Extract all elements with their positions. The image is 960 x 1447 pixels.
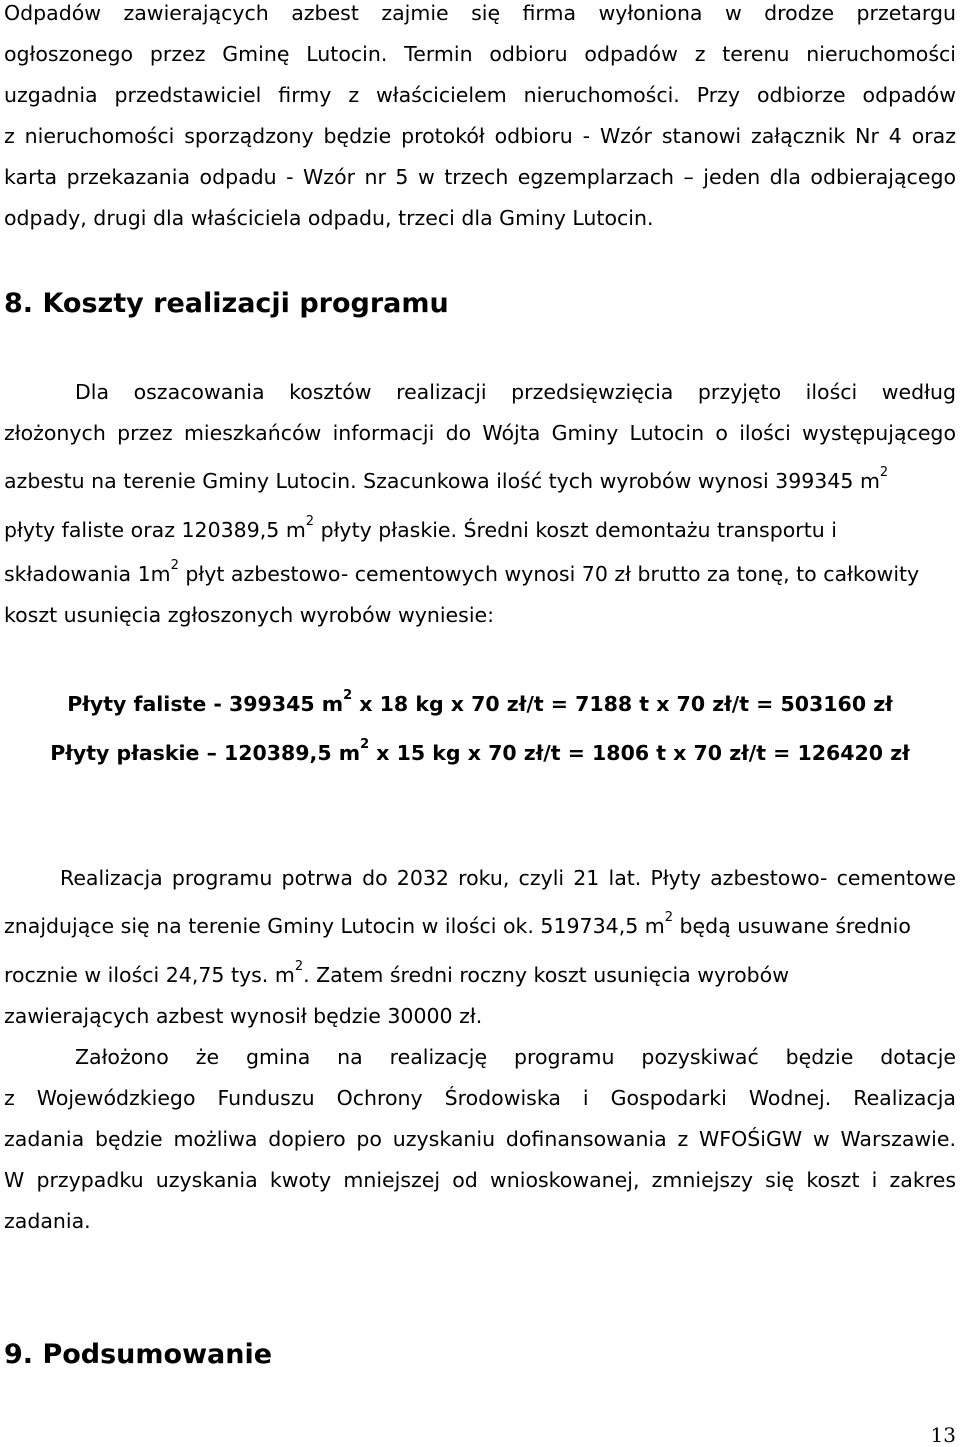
- calc-corrugated-b: x 18 kg x 70 zł/t = 7188 t x 70 zł/t = 503160 zł: [352, 692, 893, 716]
- superscript-2: 2: [879, 465, 889, 480]
- costs-paragraph-line-2: złożonych przez mieszkańców informacji do Wójta Gminy Lutocin o ilości występującego: [4, 421, 956, 445]
- funding-paragraph-line-2: z Wojewódzkiego Funduszu Ochrony Środowiska i Gospodarki Wodnej. Realizacja: [4, 1086, 956, 1110]
- costs-line-4-text-b: płyty płaskie. Średni koszt demontażu transportu i: [314, 518, 837, 542]
- page-number: 13: [930, 1423, 956, 1447]
- paragraph-1-line-4: z nieruchomości sporządzony będzie protokół odbioru - Wzór stanowi załącznik Nr 4 oraz: [4, 124, 956, 148]
- paragraph-1-line-2: ogłoszonego przez Gminę Lutocin. Termin odbioru odpadów z terenu nieruchomości: [4, 42, 956, 66]
- section-9-heading: 9. Podsumowanie: [4, 1339, 273, 1370]
- calc-flat-b: x 15 kg x 70 zł/t = 1806 t x 70 zł/t = 126420 zł: [369, 741, 910, 765]
- calc-line-corrugated: [4, 688, 956, 717]
- timeline-line-2-text-a: znajdujące się na terenie Gminy Lutocin w ilości ok. 519734,5 m: [4, 914, 665, 938]
- superscript-2: 2: [343, 688, 353, 703]
- superscript-2: 2: [305, 514, 315, 529]
- paragraph-1-line-1: Odpadów zawierających azbest zajmie się firma wyłoniona w drodze przetargu: [4, 1, 956, 25]
- costs-paragraph-line-3: [4, 465, 956, 494]
- superscript-2: 2: [170, 558, 179, 573]
- costs-line-3-text: azbestu na terenie Gminy Lutocin. Szacunkowa ilość tych wyrobów wynosi 399345 m: [4, 469, 880, 493]
- section-8-heading: 8. Koszty realizacji programu: [4, 288, 449, 319]
- calc-flat-a: Płyty płaskie – 120389,5 m: [50, 741, 361, 765]
- timeline-paragraph-line-4: zawierających azbest wynosił będzie 30000 zł.: [4, 1004, 483, 1028]
- timeline-line-3-text-a: rocznie w ilości 24,75 tys. m: [4, 963, 295, 987]
- costs-paragraph-line-4: [4, 514, 956, 543]
- funding-paragraph-line-5: zadania.: [4, 1209, 91, 1233]
- costs-paragraph-line-5: [4, 558, 956, 587]
- timeline-paragraph-line-1: Realizacja programu potrwa do 2032 roku, czyli 21 lat. Płyty azbestowo- cementowe: [60, 866, 956, 890]
- funding-paragraph-line-4: W przypadku uzyskania kwoty mniejszej od wnioskowanej, zmniejszy się koszt i zakres: [4, 1168, 956, 1192]
- timeline-paragraph-line-2: [4, 910, 956, 939]
- paragraph-1-line-3: uzgadnia przedstawiciel firmy z właścicielem nieruchomości. Przy odbiorze odpadów: [4, 83, 956, 107]
- superscript-2: 2: [664, 910, 674, 925]
- timeline-line-3-text-b: . Zatem średni roczny koszt usunięcia wyrobów: [303, 963, 789, 987]
- funding-paragraph-line-3: zadania będzie możliwa dopiero po uzyskaniu dofinansowania z WFOŚiGW w Warszawie.: [4, 1127, 956, 1151]
- funding-paragraph-line-1: Założono że gmina na realizację programu pozyskiwać będzie dotacje: [75, 1045, 956, 1069]
- timeline-paragraph-line-3: [4, 959, 956, 988]
- costs-paragraph-line-1: Dla oszacowania kosztów realizacji przedsięwzięcia przyjęto ilości według: [75, 380, 956, 404]
- superscript-2: 2: [294, 959, 304, 974]
- paragraph-1-line-5: karta przekazania odpadu - Wzór nr 5 w trzech egzemplarzach – jeden dla odbierającego: [4, 165, 956, 189]
- costs-line-5-text-a: składowania 1m: [4, 562, 171, 586]
- costs-line-4-text-a: płyty faliste oraz 120389,5 m: [4, 518, 306, 542]
- calc-corrugated-a: Płyty faliste - 399345 m: [67, 692, 344, 716]
- superscript-2: 2: [360, 737, 370, 752]
- timeline-line-2-text-b: będą usuwane średnio: [673, 914, 911, 938]
- costs-paragraph-line-6: koszt usunięcia zgłoszonych wyrobów wyniesie:: [4, 603, 495, 627]
- costs-line-5-text-b: płyt azbestowo- cementowych wynosi 70 zł brutto za tonę, to całkowity: [178, 562, 920, 586]
- calc-line-flat: [4, 737, 956, 766]
- paragraph-1-line-6: odpady, drugi dla właściciela odpadu, trzeci dla Gminy Lutocin.: [4, 206, 654, 230]
